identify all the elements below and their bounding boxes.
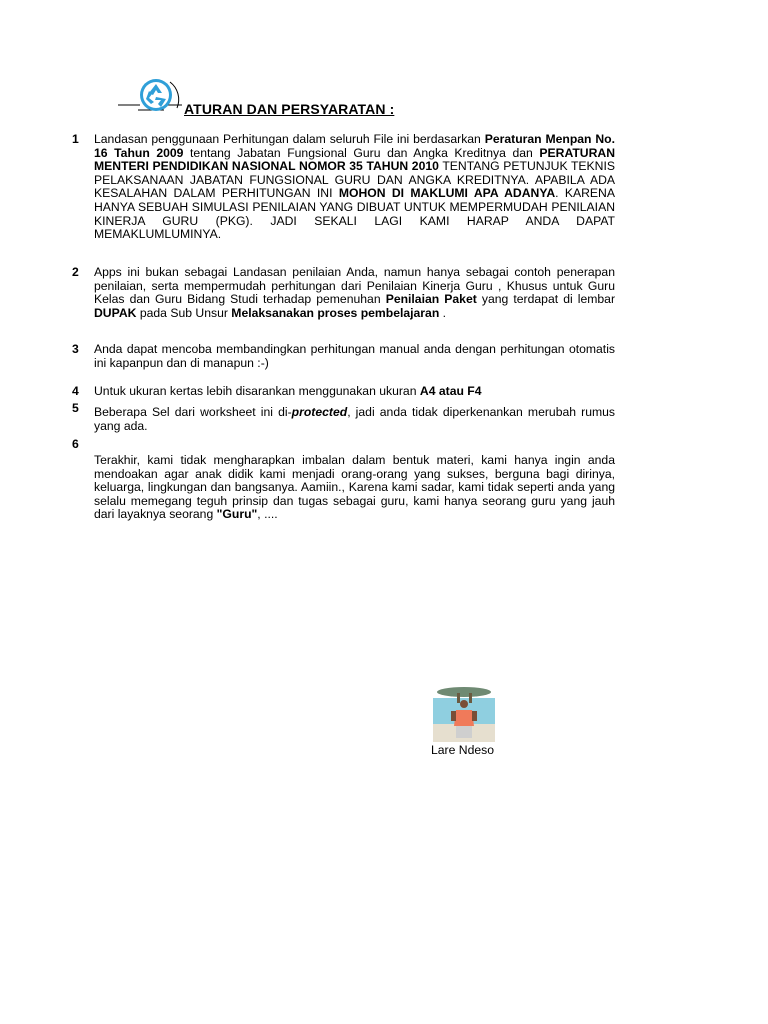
text-run: Anda dapat mencoba membandingkan perhitungan manual anda dengan perhitungan otomatis ini kapanpun dan di manapun :-) xyxy=(94,342,615,370)
bold-text: "Guru" xyxy=(216,507,258,522)
text-run: Untuk ukuran kertas lebih disarankan menggunakan ukuran xyxy=(94,384,420,398)
item-text xyxy=(94,133,615,242)
item-number: 4 xyxy=(72,384,79,398)
item-text xyxy=(94,266,615,320)
bold-text: MOHON DI MAKLUMI APA ADANYA xyxy=(338,186,556,201)
item-text xyxy=(94,385,615,399)
recycle-logo-icon xyxy=(118,74,184,120)
bold-text: DUPAK xyxy=(94,305,137,320)
item-text xyxy=(94,406,615,433)
text-run: Terakhir, kami tidak mengharapkan imbalan dalam bentuk materi, kami hanya ingin anda mendoakan agar anak didik kami menjadi orang-orang yang sukses, berguna bagi dirinya, keluarga, lingkungan dan bangsanya. Aamiin., Karena kami sadar, kami tidak seperti anda yang selalu memegang teguh prinsip dan tugas sebagai guru, kami hanya seorang guru yang jauh dari layaknya seorang xyxy=(94,453,615,522)
text-run: pada Sub Unsur xyxy=(136,305,232,320)
page-title: ATURAN DAN PERSYARATAN : xyxy=(184,101,395,117)
text-run: TENTANG PETUNJUK TEKNIS PELAKSANAAN JABATAN FUNGSIONAL GURU DAN ANGKA KREDITNYA. APABILA ADA KESALAHAN DALAM PERHITUNGAN INI xyxy=(94,159,615,201)
text-run: yang terdapat di lembar xyxy=(476,292,616,307)
text-run: Landasan penggunaan Perhitungan dalam seluruh File ini berdasarkan xyxy=(94,132,485,146)
text-run: , jadi anda tidak diperkenankan merubah rumus yang ada. xyxy=(94,405,616,433)
item-number: 6 xyxy=(72,437,79,451)
text-run: . KARENA HANYA SEBUAH SIMULASI PENILAIAN YANG DIBUAT UNTUK MEMPERMUDAH PENILAIAN KINERJA GURU (PKG). JADI SEKALI LAGI KAMI HARAP ANDA DAPAT MEMAKLUMLUMINYA. xyxy=(94,186,615,242)
item-text xyxy=(94,454,615,522)
bold-text: protected xyxy=(291,405,348,419)
bold-text: Melaksanakan proses pembelajaran xyxy=(231,305,440,320)
bold-text: Penilaian Paket xyxy=(385,292,477,307)
item-number: 2 xyxy=(72,265,79,279)
author-photo xyxy=(433,684,495,742)
text-run: Beberapa Sel dari worksheet ini di- xyxy=(94,405,292,419)
item-number: 5 xyxy=(72,401,79,415)
bold-text: PERATURAN MENTERI PENDIDIKAN NASIONAL NOMOR 35 TAHUN 2010 xyxy=(94,145,616,174)
document-header xyxy=(118,74,438,120)
text-run: Apps ini bukan sebagai Landasan penilaian Anda, namun hanya sebagai contoh penerapan penilaian, serta mempermudah perhitungan dari Penilaian Kinerja Guru , Khusus untuk Guru Kelas dan Guru Bidang Studi terhadap pemenuhan xyxy=(94,265,615,307)
item-number: 3 xyxy=(72,342,79,356)
text-run: . xyxy=(439,305,447,320)
signature-name: Lare Ndeso xyxy=(431,743,495,757)
text-run: tentang Jabatan Fungsional Guru dan Angka Kreditnya dan xyxy=(183,145,540,160)
bold-text: Peraturan Menpan No. 16 Tahun 2009 xyxy=(94,132,615,160)
item-number: 1 xyxy=(72,132,79,146)
bold-text: A4 atau F4 xyxy=(419,384,482,398)
item-text xyxy=(94,343,615,370)
text-run: , .... xyxy=(257,507,278,522)
